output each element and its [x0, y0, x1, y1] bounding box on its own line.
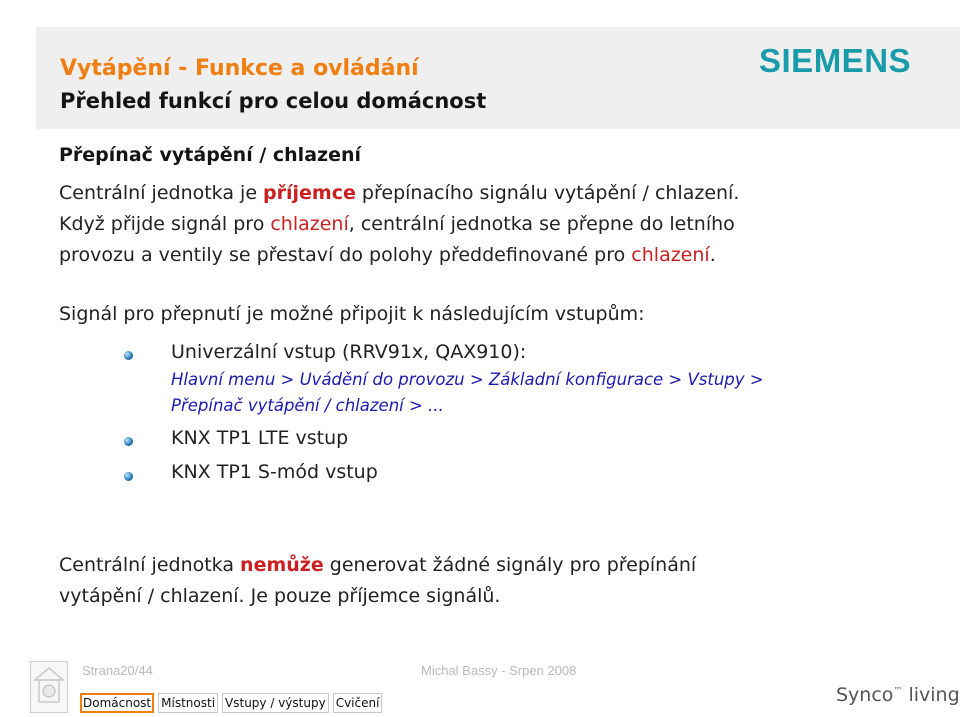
synco-living-logo: Synco™ living: [836, 684, 960, 706]
page-number: Strana20/44: [82, 663, 153, 678]
siemens-logo: SIEMENS: [759, 42, 912, 79]
highlight-cooling: chlazení: [631, 244, 710, 266]
list-item-knx-s-mode: KNX TP1 S-mód vstup: [171, 461, 378, 483]
nav-vstupy-vystupy-button[interactable]: Vstupy / výstupy: [222, 693, 329, 713]
description-line-1: Centrální jednotka je příjemce přepínacího signálu vytápění / chlazení.: [59, 182, 740, 204]
highlight-cannot: nemůže: [240, 554, 324, 576]
nav-domacnost-button[interactable]: Domácnost: [80, 693, 154, 713]
list-item-universal-input: Univerzální vstup (RRV91x, QAX910):: [171, 341, 527, 363]
bullet-icon: [124, 472, 133, 481]
final-line-2: vytápění / chlazení. Je pouze příjemce signálů.: [59, 585, 501, 607]
final-paragraph: [59, 550, 696, 612]
highlight-cooling: chlazení: [270, 213, 349, 235]
home-logo-icon: [30, 661, 68, 713]
description-paragraph: [59, 178, 939, 271]
nav-mistnosti-button[interactable]: Místnosti: [158, 693, 218, 713]
description-line-2: Když přijde signál pro chlazení, centrální jednotka se přepne do letního: [59, 213, 735, 235]
footer-author: Michal Bassy - Srpen 2008: [421, 663, 577, 678]
final-line-1: Centrální jednotka nemůže generovat žádné signály pro přepínání: [59, 554, 697, 576]
menu-path-line-2: Přepínač vytápění / chlazení > ...: [171, 396, 444, 415]
section-title: Přepínač vytápění / chlazení: [59, 144, 361, 166]
description-line-3: provozu a ventily se přestaví do polohy předdefinované pro chlazení.: [59, 244, 716, 266]
footer-nav: [80, 693, 382, 713]
page-title: Vytápění - Funkce a ovládání: [60, 56, 419, 81]
signal-intro: Signál pro přepnutí je možné připojit k následujícím vstupům:: [59, 303, 645, 325]
highlight-receiver: příjemce: [263, 182, 356, 204]
nav-cviceni-button[interactable]: Cvičení: [333, 693, 383, 713]
menu-path-line-1: Hlavní menu > Uvádění do provozu > Základní konfigurace > Vstupy >: [171, 370, 764, 389]
list-item-knx-lte: KNX TP1 LTE vstup: [171, 427, 349, 449]
bullet-icon: [124, 437, 133, 446]
page-subtitle: Přehled funkcí pro celou domácnost: [60, 89, 487, 113]
bullet-icon: [124, 351, 133, 360]
